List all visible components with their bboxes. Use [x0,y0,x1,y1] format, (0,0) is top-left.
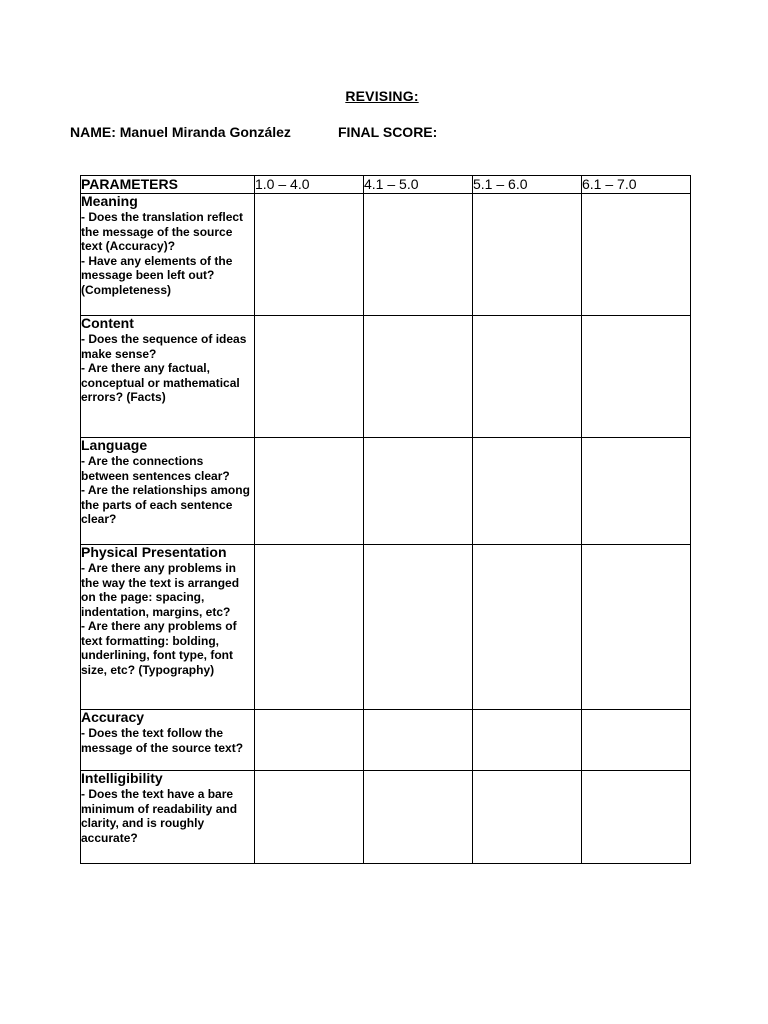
parameter-title: Accuracy [81,709,145,725]
score-cell[interactable] [582,771,691,864]
table-row [81,771,691,864]
score-cell[interactable] [473,194,582,316]
parameter-question: - Does the translation reflect the message of the source text (Accuracy)? [81,210,244,253]
parameter-question: - Are the connections between sentences clear? [81,454,230,483]
parameter-title: Content [81,315,134,331]
score-cell[interactable] [582,710,691,771]
parameter-cell-language [81,438,255,545]
range-header-1: 1.0 – 4.0 [255,176,364,194]
parameter-cell-content [81,316,255,438]
score-cell[interactable] [364,710,473,771]
parameter-title: Intelligibility [81,770,163,786]
range-header-3: 5.1 – 6.0 [473,176,582,194]
range-header-4: 6.1 – 7.0 [582,176,691,194]
parameter-title: Language [81,437,148,453]
final-score-label: FINAL SCORE: [338,124,438,140]
table-row [81,545,691,710]
score-cell[interactable] [582,438,691,545]
parameter-question: - Are there any problems in the way the text is arranged on the page: spacing, indentation, margins, etc? [81,561,240,619]
score-cell[interactable] [582,545,691,710]
score-cell[interactable] [364,316,473,438]
score-cell[interactable] [255,545,364,710]
parameter-question: - Does the text follow the message of the source text? [81,726,244,755]
parameter-question: - Are there any problems of text formatting: bolding, underlining, font type, font size, etc? (Typography) [81,619,237,677]
parameter-title: Physical Presentation [81,544,227,560]
parameter-question: - Are the relationships among the parts of each sentence clear? [81,483,250,526]
score-cell[interactable] [255,438,364,545]
student-name-label: NAME: Manuel Miranda González [70,124,291,140]
score-cell[interactable] [255,710,364,771]
table-row [81,710,691,771]
parameter-cell-accuracy [81,710,255,771]
score-cell[interactable] [364,194,473,316]
parameter-question: - Have any elements of the message been left out? (Completeness) [81,253,233,297]
score-cell[interactable] [582,194,691,316]
score-cell[interactable] [473,771,582,864]
table-header-row [81,176,691,194]
score-cell[interactable] [473,316,582,438]
score-cell[interactable] [473,710,582,771]
parameter-question: - Does the sequence of ideas make sense? [81,332,247,361]
score-cell[interactable] [473,438,582,545]
header-line [70,124,438,140]
range-header-2: 4.1 – 5.0 [364,176,473,194]
score-cell[interactable] [255,194,364,316]
parameter-cell-intelligibility [81,771,255,864]
score-cell[interactable] [255,316,364,438]
parameter-cell-meaning [81,194,255,316]
score-cell[interactable] [364,771,473,864]
document-title [0,88,768,104]
table-row [81,316,691,438]
score-cell[interactable] [255,771,364,864]
score-cell[interactable] [582,316,691,438]
score-cell[interactable] [473,545,582,710]
parameter-title: Meaning [81,193,138,209]
parameter-question: - Are there any factual, conceptual or mathematical errors? (Facts) [81,361,240,404]
rubric-table [80,175,691,864]
parameter-cell-physical-presentation [81,545,255,710]
score-cell[interactable] [364,438,473,545]
parameters-header: PARAMETERS [81,176,255,194]
document-title-text: REVISING: [345,88,419,104]
score-cell[interactable] [364,545,473,710]
table-row [81,438,691,545]
table-row [81,194,691,316]
parameter-question: - Does the text have a bare minimum of readability and clarity, and is roughly accurate? [81,787,238,845]
